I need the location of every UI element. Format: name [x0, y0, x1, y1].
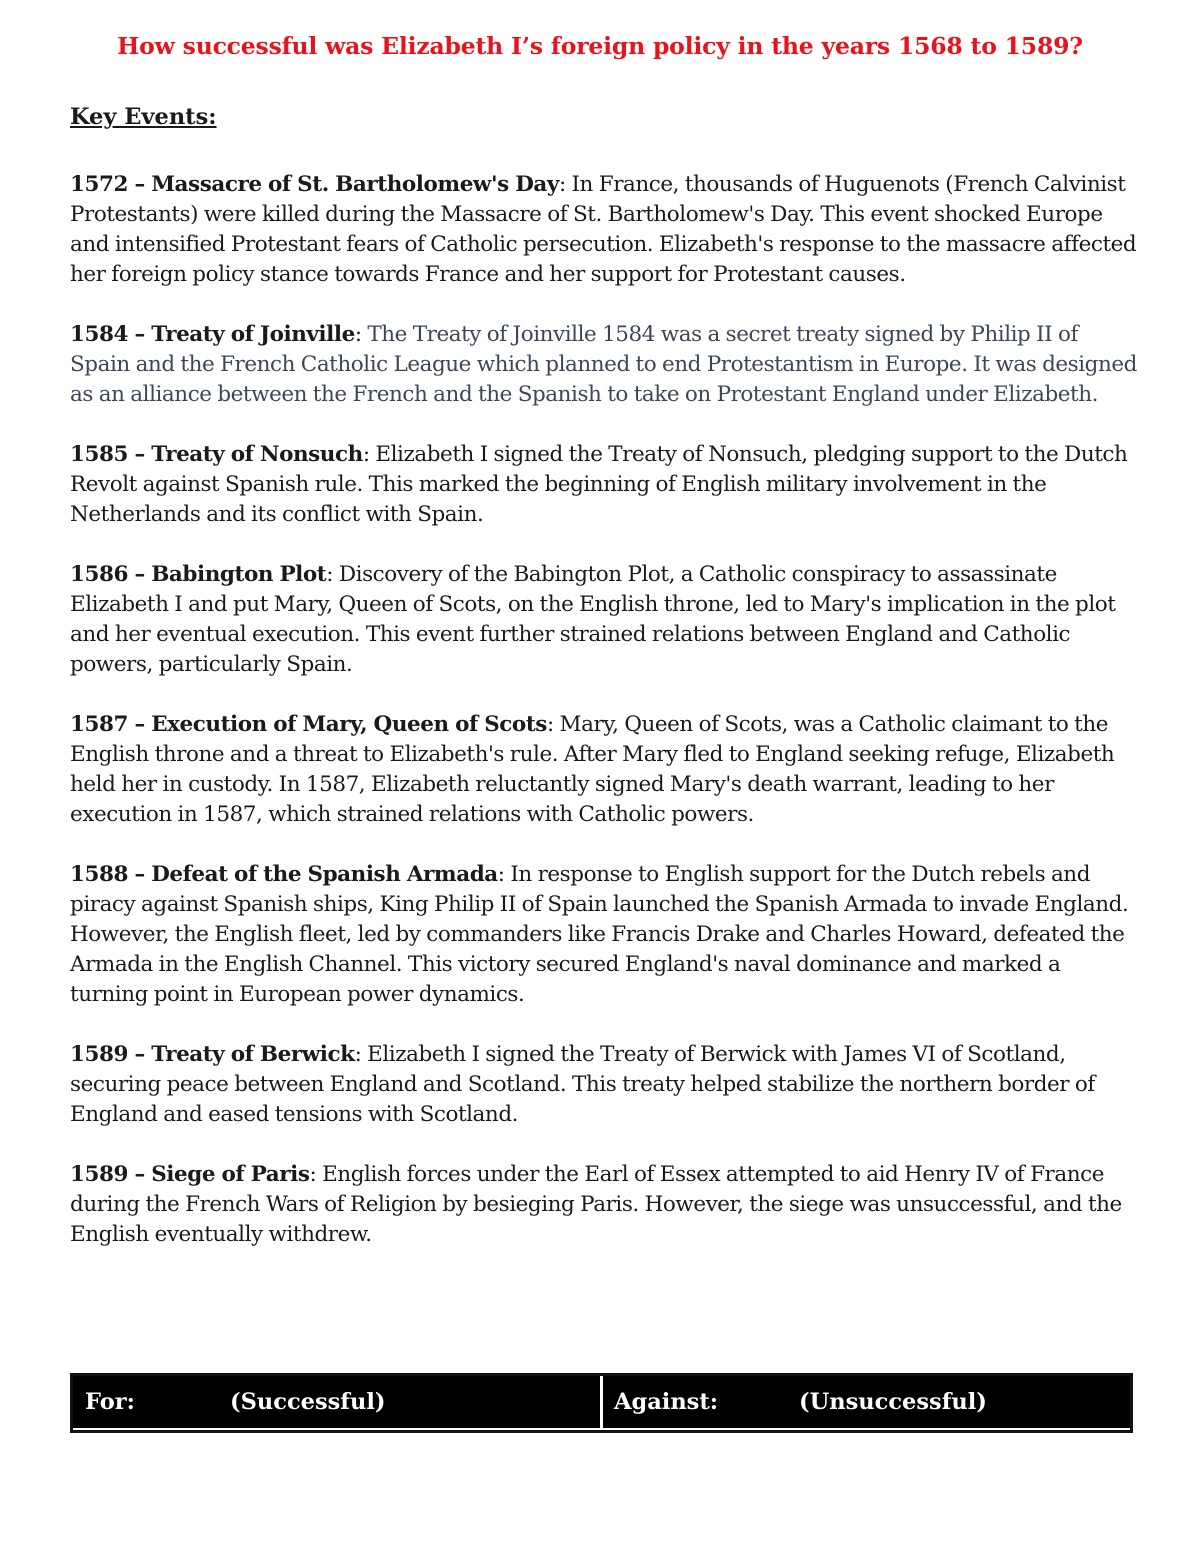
- event-title: 1588 – Defeat of the Spanish Armada: [70, 862, 498, 887]
- event-title: 1586 – Babington Plot: [70, 562, 327, 587]
- event-description: Elizabeth I signed the Treaty of Nonsuch, pledging support to the Dutch Revolt against Spanish rule. This marked the beginning of English military involvement in the Netherlands and its conflict with Spain.: [70, 442, 1128, 527]
- event-description: In France, thousands of Huguenots (French Calvinist Protestants) were killed during the Massacre of St. Bartholomew's Day. This event shocked Europe and intensified Protestant fears of Catholic persecution. Elizabeth's response to the massacre affected her foreign policy stance towards France and her support for Protestant causes.: [70, 172, 1137, 287]
- event-title: 1589 – Treaty of Berwick: [70, 1042, 355, 1067]
- against-header-cell: [603, 1376, 1130, 1428]
- for-note: (Successful): [230, 1389, 386, 1415]
- event-1587-execution: 1587 – Execution of Mary, Queen of Scots: Mary, Queen of Scots, was a Catholic claimant to the English throne and a threat to Elizabeth's rule. After Mary fled to England seeking refuge, Elizabeth held her in custody. In 1587, Elizabeth reluctantly signed Mary's death warrant, leading to her execution in 1587, which strained relations with Catholic powers.: [70, 712, 1115, 827]
- event-title: 1585 – Treaty of Nonsuch: [70, 442, 363, 467]
- key-events-heading: Key Events:: [70, 104, 217, 130]
- against-note: (Unsuccessful): [799, 1389, 987, 1415]
- event-1586-babington: 1586 – Babington Plot: Discovery of the Babington Plot, a Catholic conspiracy to assassinate Elizabeth I and put Mary, Queen of Scots, on the English throne, led to Mary's implication in the plot and her eventual execution. This event further strained relations between England and Catholic powers, particularly Spain.: [70, 562, 1116, 677]
- event-title: 1589 – Siege of Paris: [70, 1162, 310, 1187]
- event-description: Elizabeth I signed the Treaty of Berwick with James VI of Scotland, securing peace between England and Scotland. This treaty helped stabilize the northern border of England and eased tensions with Scotland.: [70, 1042, 1095, 1127]
- event-description: English forces under the Earl of Essex attempted to aid Henry IV of France during the French Wars of Religion by besieging Paris. However, the siege was unsuccessful, and the English eventually withdrew.: [70, 1162, 1122, 1247]
- event-1572-massacre: 1572 – Massacre of St. Bartholomew's Day: In France, thousands of Huguenots (French Calvinist Protestants) were killed during the Massacre of St. Bartholomew's Day. This event shocked Europe and intensified Protestant fears of Catholic persecution. Elizabeth's response to the massacre affected her foreign policy stance towards France and her support for Protestant causes.: [70, 172, 1137, 287]
- against-label: Against:: [614, 1389, 719, 1415]
- event-1589-berwick: 1589 – Treaty of Berwick: Elizabeth I signed the Treaty of Berwick with James VI of Scotland, securing peace between England and Scotland. This treaty helped stabilize the northern border of England and eased tensions with Scotland.: [70, 1042, 1095, 1127]
- for-header-cell: [73, 1376, 603, 1428]
- key-events-list: [70, 170, 1140, 1280]
- event-description: Mary, Queen of Scots, was a Catholic claimant to the English throne and a threat to Elizabeth's rule. After Mary fled to England seeking refuge, Elizabeth held her in custody. In 1587, Elizabeth reluctantly signed Mary's death warrant, leading to her execution in 1587, which strained relations with Catholic powers.: [70, 712, 1115, 827]
- page-title: How successful was Elizabeth I’s foreign policy in the years 1568 to 1589?: [117, 32, 1083, 60]
- event-1584-joinville: 1584 – Treaty of Joinville: The Treaty of Joinville 1584 was a secret treaty signed by Philip II of Spain and the French Catholic League which planned to end Protestantism in Europe. It was designed as an alliance between the French and the Spanish to take on Protestant England under Elizabeth.: [70, 322, 1137, 407]
- table-header-row: [73, 1376, 1130, 1428]
- event-description: Discovery of the Babington Plot, a Catholic conspiracy to assassinate Elizabeth I and put Mary, Queen of Scots, on the English throne, led to Mary's implication in the plot and her eventual execution. This event further strained relations between England and Catholic powers, particularly Spain.: [70, 562, 1116, 677]
- event-description: In response to English support for the Dutch rebels and piracy against Spanish ships, King Philip II of Spain launched the Spanish Armada to invade England. However, the English fleet, led by commanders like Francis Drake and Charles Howard, defeated the Armada in the English Channel. This victory secured England's naval dominance and marked a turning point in European power dynamics.: [70, 862, 1129, 1007]
- event-title: 1584 – Treaty of Joinville: [70, 322, 355, 347]
- for-against-table: [70, 1373, 1133, 1433]
- event-title: 1587 – Execution of Mary, Queen of Scots: [70, 712, 547, 737]
- event-description: The Treaty of Joinville 1584 was a secret treaty signed by Philip II of Spain and the French Catholic League which planned to end Protestantism in Europe. It was designed as an alliance between the French and the Spanish to take on Protestant England under Elizabeth.: [70, 322, 1137, 407]
- event-1588-armada: 1588 – Defeat of the Spanish Armada: In response to English support for the Dutch rebels and piracy against Spanish ships, King Philip II of Spain launched the Spanish Armada to invade England. However, the English fleet, led by commanders like Francis Drake and Charles Howard, defeated the Armada in the English Channel. This victory secured England's naval dominance and marked a turning point in European power dynamics.: [70, 862, 1129, 1007]
- event-1589-paris: 1589 – Siege of Paris: English forces under the Earl of Essex attempted to aid Henry IV of France during the French Wars of Religion by besieging Paris. However, the siege was unsuccessful, and the English eventually withdrew.: [70, 1162, 1122, 1247]
- event-1585-nonsuch: 1585 – Treaty of Nonsuch: Elizabeth I signed the Treaty of Nonsuch, pledging support to the Dutch Revolt against Spanish rule. This marked the beginning of English military involvement in the Netherlands and its conflict with Spain.: [70, 442, 1128, 527]
- for-label: For:: [85, 1389, 135, 1415]
- event-title: 1572 – Massacre of St. Bartholomew's Day: [70, 172, 559, 197]
